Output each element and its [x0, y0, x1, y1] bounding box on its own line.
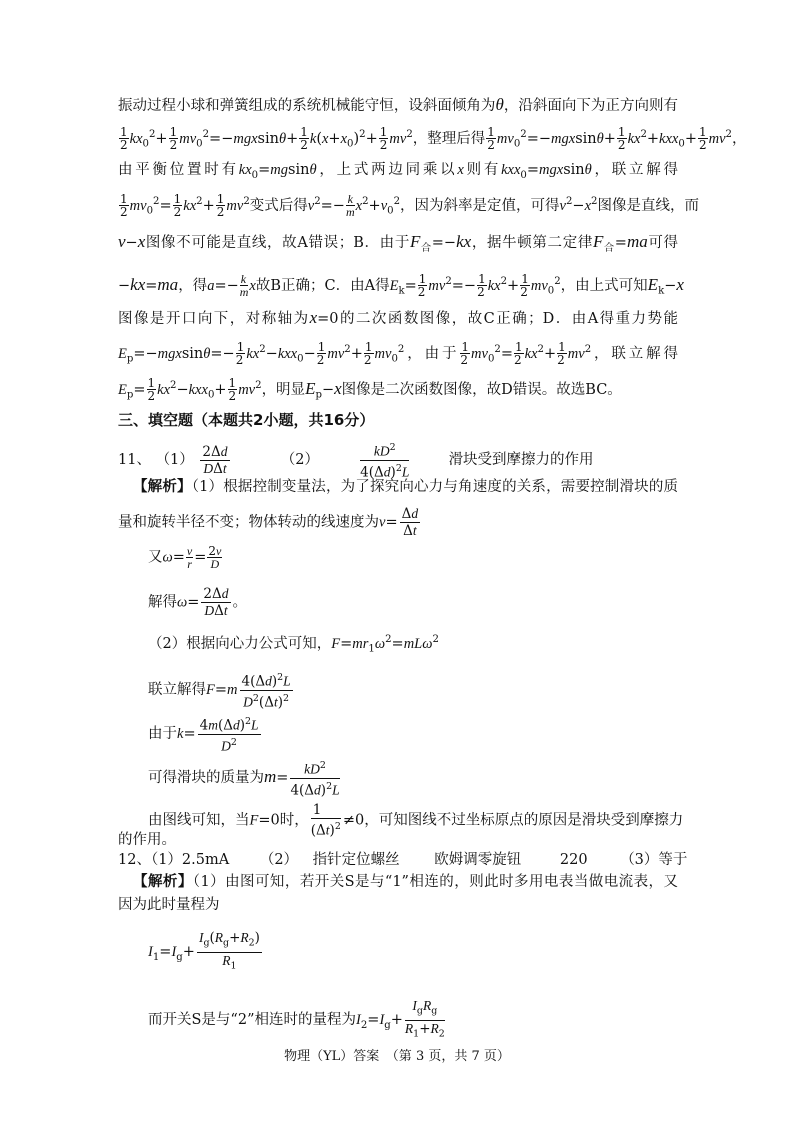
section-heading: 三、填空题（本题共2小题，共16分） [118, 411, 375, 429]
formula-line: $E_p=-mgxsin\theta=-$ $\frac{1}{2}$ $kx^2-kxx_0-$ $\frac{1}{2}$ $mv^2+$ $\frac{1}{2}$ $mv_0^2$，由于 $\frac{1}{2}$ $mv_0^2=$ $\frac{1}{2}$ $kx^2+$ $\frac{1}{2}$ $mv^2$，联立解得 [118, 340, 679, 368]
formula-line: 解得ω= $\frac{2\Delta d}{\text{DΔt}}$ 。 [148, 586, 247, 619]
formula-line: $\frac{1}{2}$ $mv_0^2=$ $\frac{1}{2}$ $kx^2+$ $\frac{1}{2}$ $mv^2$变式后得$v^2=-$ $\frac{k}{m}$ $x^2+v_0^2$，因为斜率是定值，可得$v^2-x^2$图像是直线，而 [120, 192, 699, 220]
text-line: 由图线可知，当F=0时， $\frac{1}{(\Delta t)^2}$ ≠0，可知图线不过坐标原点的原因是滑块受到摩擦力 [148, 802, 684, 839]
formula-line: $\frac{1}{2}$ $kx_0^2+$ $\frac{1}{2}$ $mv_0^2=-mgxsin\theta+$ $\frac{1}{2}$ $k(x+x_0)^2+$ $\frac{1}{2}$ $mv^2$，整理后得 $\frac{1}{2}$ $mv_0^2=-mgxsin\theta+$ $\frac{1}{2}$ $kx^2+kxx_0+$ $\frac{1}{2}$ $mv^2$， [120, 125, 747, 153]
text-line: 由平衡位置时有$kx_0=mgsin\theta$，上式两边同乘以x则有kxx$_0$=mgxsinθ，联立解得 [118, 162, 679, 181]
formula-line: −kx=ma，得a=− $\frac{k}{m}$ x故B正确；C．由A得$E_k=$ $\frac{1}{2}$ $mv^2=-$ $\frac{1}{2}$ $kx^2+$ $\frac{1}{2}$ $mv_0^2$，由上式可知$E_k-x$ [118, 272, 684, 300]
text-line: 【解析】（1）根据控制变量法，为了探究向心力与角速度的关系，需要控制滑块的质 [133, 478, 679, 495]
formula-line: 联立解得F=m $\frac{4(\Delta d)^2L}{D^2(\Delta t)^2}$ [148, 672, 291, 710]
q12-answers: 12、（1）2.5mA （2） 指针定位螺丝 欧姆调零旋钮 220 （3）等于 [118, 852, 688, 868]
text-line: 量和旋转半径不变；物体转动的线速度为v= $\frac{\Delta d}{\Delta t}$ [118, 506, 419, 539]
formula-line: 由于k= $\frac{4m(\Delta d)^2L}{D^2}$ [148, 716, 259, 753]
formula-line: $I_1=I_g+$ $\frac{I_g(R_g+R_2)}{R_1}$ [148, 930, 260, 972]
text-line: v−x图像不可能是直线，故A错误；B．由于$F_合=-kx$，据牛顿第二定律$F_合=ma$可得 [118, 232, 679, 254]
page-footer: 物理（YL）答案 （第 3 页，共 7 页） [284, 1049, 510, 1064]
text-line: 的作用。 [118, 832, 176, 848]
q11-answers: 11、 （1） $\frac{2\Delta d}{\text{DΔt}}$ （2） $\frac{kD^2}{4(\Delta d)^2L}$ 滑块受到摩擦力的作用 [118, 442, 594, 480]
text-line: 振动过程小球和弹簧组成的系统机械能守恒，设斜面倾角为θ，沿斜面向下为正方向则有 [118, 95, 678, 114]
text-line: 【解析】（1）由图可知，若开关S是与“1”相连的，则此时多用电表当做电流表，又 [133, 873, 678, 890]
text-line: 因为此时量程为 [118, 897, 220, 913]
formula-line: （2）根据向心力公式可知，$F=mr_1\omega^2=mL\omega^2$ [148, 634, 439, 655]
formula-line: 而开关S是与“2”相连时的量程为$I_2=I_g+$ $\frac{I_gR_g}{R_1+R_2}$ [148, 998, 445, 1040]
formula-line: 可得滑块的质量为m= $\frac{kD^2}{4(\Delta d)^2L}$ [148, 760, 340, 798]
formula-line: 又ω= $\frac{v}{r}$ = $\frac{2v}{D}$ [148, 544, 222, 571]
text-line: 图像是开口向下，对称轴为x=0的二次函数图像，故C正确；D．由A得重力势能 [118, 308, 678, 327]
formula-line: $E_p=$ $\frac{1}{2}$ $kx^2-kxx_0+$ $\frac{1}{2}$ $mv^2$，明显$E_p-x$图像是二次函数图像，故D错误。故选BC。 [118, 376, 622, 404]
